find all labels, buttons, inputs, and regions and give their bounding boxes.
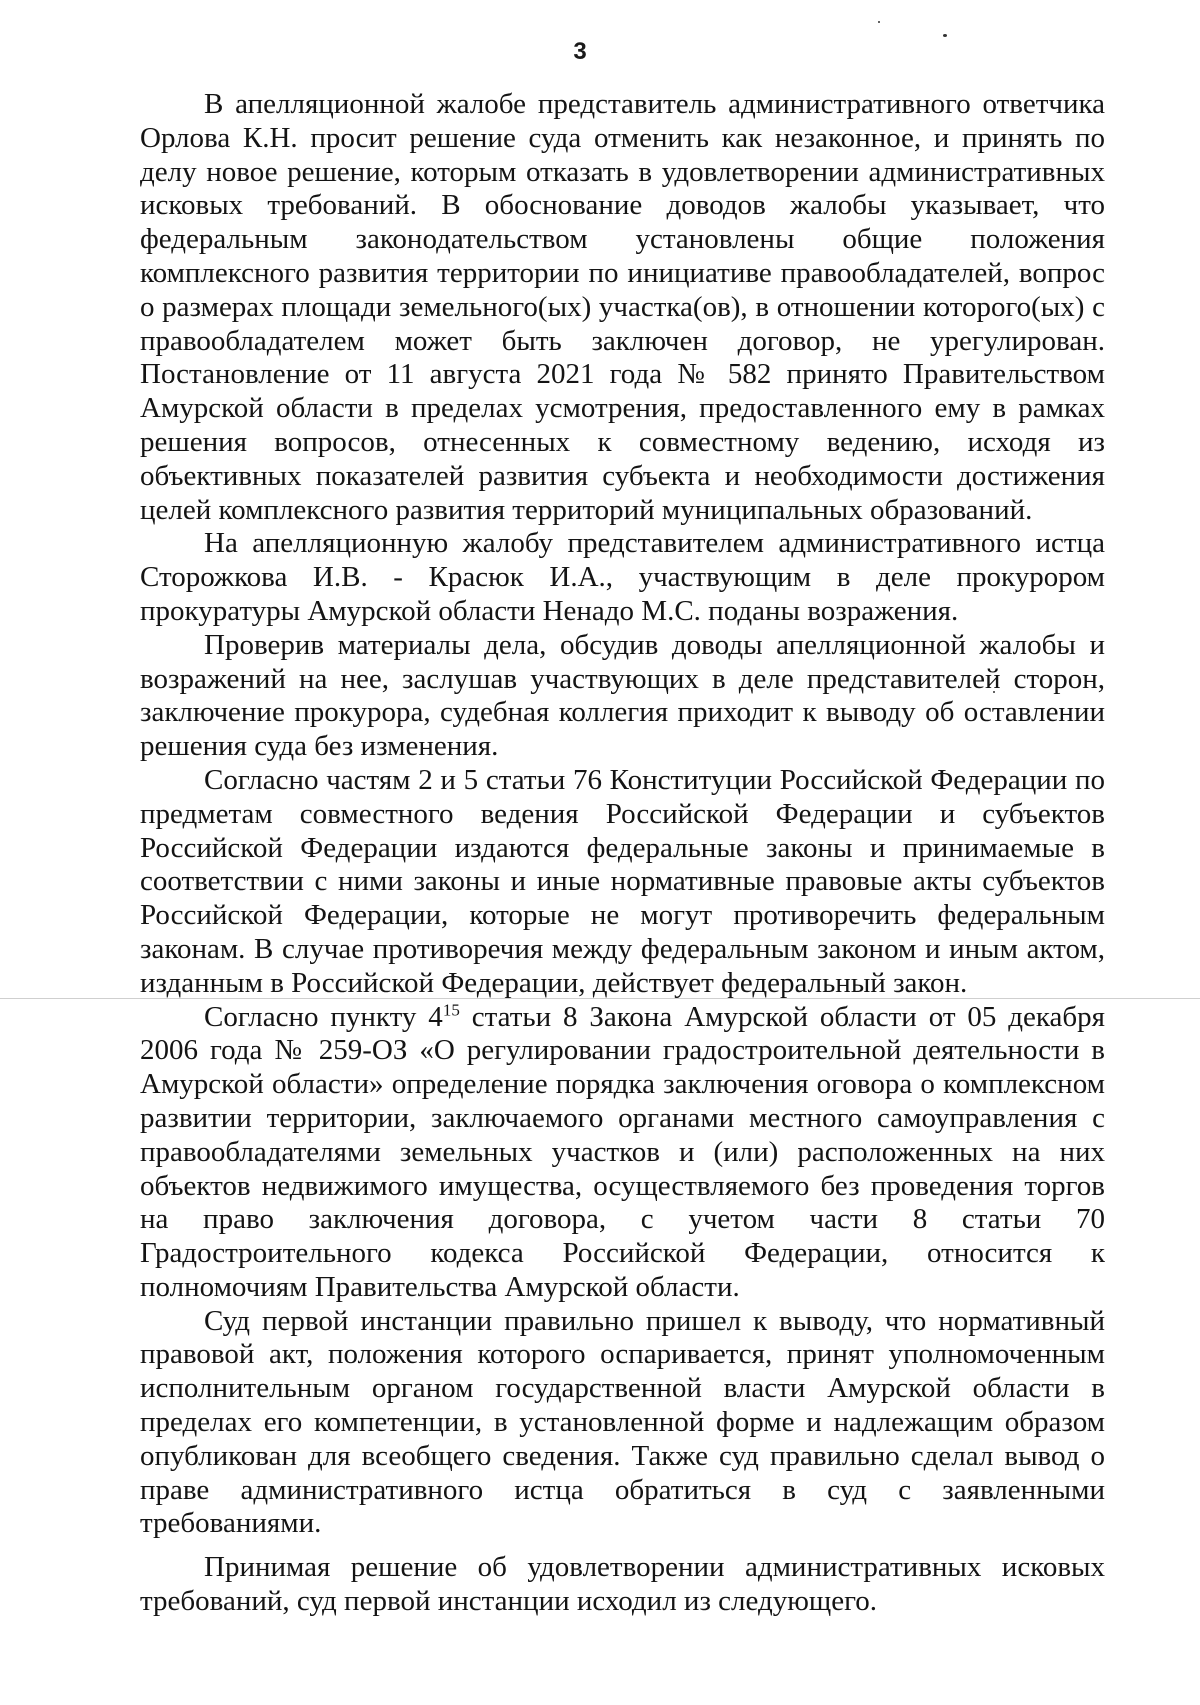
page-number: 3 (573, 38, 587, 65)
paragraph-constitution: Согласно частям 2 и 5 статьи 76 Конституции Российской Федерации по предметам совместного ведения Российской Федерации и субъектов Российской Федерации издаются федеральные законы и принимаемые в соответствии с ними законы и иные нормативные правовые акты субъектов Российской Федерации, которые не могут противоречить федеральным законам. В случае противоречия между федеральным законом и иным актом, изданным в Российской Федерации, действует федеральный закон. (140, 763, 1105, 999)
paragraph-appeal: В апелляционной жалобе представитель административного ответчика Орлова К.Н. просит решение суда отменить как незаконное, и принять по делу новое решение, которым отказать в удовлетворении административных исковых требований. В обоснование доводов жалобы указывает, что федеральным законодательством установлены общие положения комплексного развития территории по инициативе правообладателей, вопрос о размерах площади земельного(ых) участка(ов), в отношении которого(ых) с правообладателем может быть заключен договор, не урегулирован. Постановление от 11 августа 2021 года № 582 принято Правительством Амурской области в пределах усмотрения, предоставленного ему в рамках решения вопросов, отнесенных к совместному ведению, исходя из объективных показателей развития субъекта и необходимости достижения целей комплексного развития территорий муниципальных образований. (140, 88, 1105, 526)
paragraph-decision: Принимая решение об удовлетворении административных исковых требований, суд первой инстанции исходил из следующего. (140, 1551, 1105, 1618)
paragraph-first-instance: Суд первой инстанции правильно пришел к выводу, что нормативный правовой акт, положения которого оспаривается, принят уполномоченным исполнительным органом государственной власти Амурской области в пределах его компетенции, в установленной форме и надлежащим образом опубликован для всеобщего сведения. Также суд правильно сделал вывод о праве административного истца обратиться в суд с заявленными требованиями. (140, 1304, 1105, 1540)
regional-law-text-rest: статьи 8 Закона Амурской области от 05 декабря 2006 года № 259-ОЗ «О регулировании градостроительной деятельности в Амурской области» определение порядка заключения оговора о комплексном развитии территории, заключаемого органами местного самоуправления с правообладателями земельных участков и (или) расположенных на них объектов недвижимого имущества, осуществляемого без проведения торгов на право заключения договора, с учетом части 8 статьи 70 Градостроительного кодекса Российской Федерации, относится к полномочиям Правительства Амурской области. (140, 1000, 1105, 1303)
scan-speck (878, 21, 880, 23)
scan-speck (943, 34, 947, 37)
paragraph-regional-law (140, 1001, 1105, 1305)
regional-law-text-start: Согласно пункту 4 (204, 1000, 443, 1033)
superscript-15: 15 (442, 999, 460, 1019)
paragraph-review: Проверив материалы дела, обсудив доводы апелляционной жалобы и возражений на нее, заслушав участвующих в деле представителей сторон, заключение прокурора, судебная коллегия приходит к выводу об оставлении решения суда без изменения. (140, 628, 1105, 763)
paragraph-objections: На апелляционную жалобу представителем административного истца Сторожкова И.В. - Красюк И.А., участвующим в деле прокурором прокуратуры Амурской области Ненадо М.С. поданы возражения. (140, 527, 1105, 627)
document-body (140, 88, 1105, 1619)
